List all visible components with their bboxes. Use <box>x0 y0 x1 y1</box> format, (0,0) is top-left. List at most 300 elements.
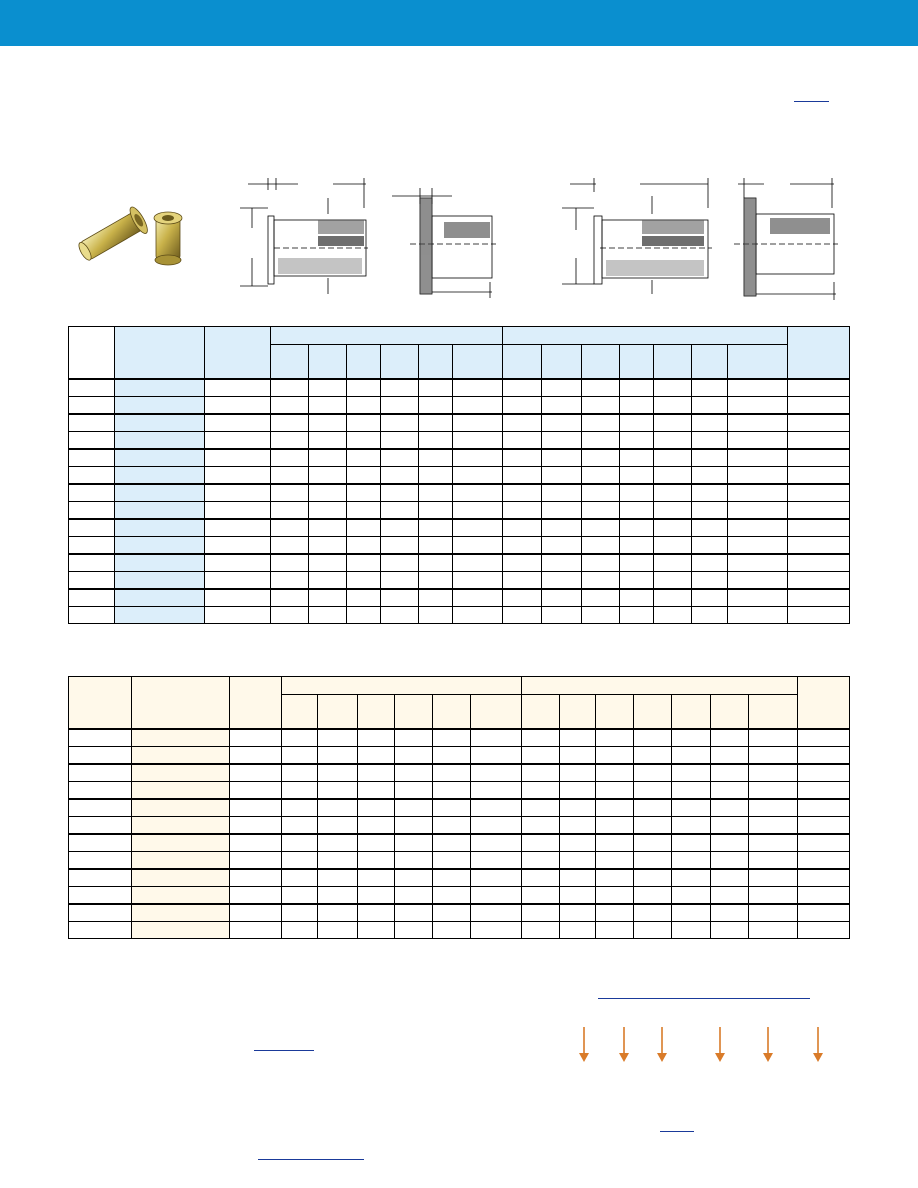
part-number-cell <box>115 502 205 520</box>
table-cell <box>69 572 115 590</box>
table-cell <box>230 852 282 870</box>
part-number-cell <box>132 799 230 817</box>
table-cell <box>633 904 671 922</box>
table-row <box>69 834 850 852</box>
table-cell <box>503 537 541 555</box>
table-cell <box>271 502 309 520</box>
table-cell <box>748 764 797 782</box>
table-cell <box>541 467 581 485</box>
table-cell <box>727 519 787 537</box>
table-cell <box>503 607 541 624</box>
table-cell <box>653 502 691 520</box>
table-cell <box>69 414 115 432</box>
table-cell <box>619 502 653 520</box>
table-cell <box>691 519 727 537</box>
table-cell <box>318 729 358 747</box>
table-cell <box>433 782 471 800</box>
table-cell <box>230 729 282 747</box>
table-cell <box>419 467 453 485</box>
table-row <box>69 537 850 555</box>
table-cell <box>559 834 595 852</box>
table-cell <box>69 834 132 852</box>
table-cell <box>282 764 318 782</box>
table-cell <box>710 782 748 800</box>
table-row <box>69 467 850 485</box>
header-group-1 <box>271 327 503 345</box>
table-cell <box>347 502 381 520</box>
table-cell <box>797 904 849 922</box>
table-cell <box>653 467 691 485</box>
table-cell <box>541 572 581 590</box>
part-number-cell <box>115 397 205 415</box>
table-cell <box>595 782 633 800</box>
table-cell <box>595 887 633 905</box>
table-cell <box>559 852 595 870</box>
table-cell <box>653 537 691 555</box>
table-cell <box>453 607 503 624</box>
table-cell <box>559 729 595 747</box>
table-cell <box>521 729 559 747</box>
table-cell <box>748 869 797 887</box>
table-cell <box>748 852 797 870</box>
table-cell <box>271 397 309 415</box>
table-cell <box>521 782 559 800</box>
table-cell <box>541 519 581 537</box>
table-cell <box>619 519 653 537</box>
table-cell <box>419 554 453 572</box>
table-cell <box>787 432 849 450</box>
table-cell <box>471 834 521 852</box>
drawing-countersunk-installed <box>730 178 840 302</box>
table-cell <box>710 729 748 747</box>
table-cell <box>633 887 671 905</box>
table-cell <box>691 432 727 450</box>
table-cell <box>358 922 395 939</box>
table-cell <box>581 379 619 397</box>
table-cell <box>521 852 559 870</box>
table-cell <box>69 607 115 624</box>
table-cell <box>381 432 419 450</box>
table-cell <box>671 747 710 765</box>
table-cell <box>797 922 849 939</box>
table-cell <box>395 747 433 765</box>
table-cell <box>282 729 318 747</box>
table-cell <box>271 467 309 485</box>
table-cell <box>541 589 581 607</box>
table-cell <box>691 467 727 485</box>
table-row <box>69 817 850 835</box>
table-cell <box>347 484 381 502</box>
table-cell <box>309 449 347 467</box>
table-cell <box>559 817 595 835</box>
table-cell <box>727 449 787 467</box>
table-cell <box>381 467 419 485</box>
table-cell <box>581 467 619 485</box>
table-cell <box>271 432 309 450</box>
table-cell <box>595 764 633 782</box>
product-photo <box>72 188 204 284</box>
table-cell <box>633 799 671 817</box>
part-number-cell <box>115 572 205 590</box>
table-cell <box>559 869 595 887</box>
table-cell <box>521 799 559 817</box>
table-cell <box>271 537 309 555</box>
table-cell <box>309 554 347 572</box>
table-cell <box>395 799 433 817</box>
table-cell <box>787 484 849 502</box>
part-number-cell <box>132 922 230 939</box>
table-cell <box>69 467 115 485</box>
table-countersunk-head <box>68 676 850 939</box>
table-cell <box>787 467 849 485</box>
table-cell <box>691 484 727 502</box>
table-cell <box>453 537 503 555</box>
part-number-cell <box>115 432 205 450</box>
table-cell <box>419 572 453 590</box>
table-cell <box>671 869 710 887</box>
table-cell <box>347 589 381 607</box>
table-cell <box>395 887 433 905</box>
down-arrow-icon <box>714 1027 726 1063</box>
table-cell <box>230 799 282 817</box>
table-cell <box>787 589 849 607</box>
table-cell <box>503 554 541 572</box>
table-cell <box>503 432 541 450</box>
table-cell <box>358 764 395 782</box>
table-cell <box>205 502 271 520</box>
table-cell <box>595 817 633 835</box>
table-cell <box>309 589 347 607</box>
table-cell <box>653 484 691 502</box>
part-number-cell <box>132 869 230 887</box>
table-cell <box>671 904 710 922</box>
table-cell <box>282 922 318 939</box>
table-cell <box>433 834 471 852</box>
table-cell <box>653 449 691 467</box>
table-cell <box>503 449 541 467</box>
footer-link-right[interactable] <box>598 998 810 999</box>
table-cell <box>619 537 653 555</box>
table-cell <box>710 922 748 939</box>
table-cell <box>748 747 797 765</box>
table-cell <box>433 852 471 870</box>
table-cell <box>671 799 710 817</box>
down-arrow-icon <box>762 1027 774 1063</box>
table-cell <box>653 554 691 572</box>
table-cell <box>559 799 595 817</box>
table-cell <box>727 607 787 624</box>
table-cell <box>521 904 559 922</box>
table-cell <box>797 887 849 905</box>
table-cell <box>69 537 115 555</box>
part-number-cell <box>132 782 230 800</box>
table-cell <box>727 554 787 572</box>
table-cell <box>381 589 419 607</box>
table-cell <box>671 852 710 870</box>
table-cell <box>69 484 115 502</box>
table-cell <box>433 747 471 765</box>
table-cell <box>671 817 710 835</box>
table-row <box>69 607 850 624</box>
table-cell <box>710 834 748 852</box>
table-cell <box>381 607 419 624</box>
header-cell <box>797 677 849 730</box>
table-cell <box>787 397 849 415</box>
table-cell <box>633 817 671 835</box>
table-cell <box>230 922 282 939</box>
table-cell <box>503 502 541 520</box>
table-cell <box>748 904 797 922</box>
table-cell <box>69 589 115 607</box>
table-cell <box>309 467 347 485</box>
table-cell <box>318 904 358 922</box>
table-cell <box>727 589 787 607</box>
table-cell <box>347 379 381 397</box>
header-part-number <box>132 677 230 730</box>
table-cell <box>521 817 559 835</box>
table-cell <box>595 904 633 922</box>
table-cell <box>633 764 671 782</box>
table-cell <box>633 922 671 939</box>
table-cell <box>787 572 849 590</box>
part-number-cell <box>132 817 230 835</box>
table-cell <box>395 764 433 782</box>
table-cell <box>710 764 748 782</box>
table-cell <box>471 904 521 922</box>
table-cell <box>787 607 849 624</box>
table-cell <box>541 432 581 450</box>
table-cell <box>471 764 521 782</box>
table-cell <box>559 782 595 800</box>
table-cell <box>358 729 395 747</box>
part-number-cell <box>115 589 205 607</box>
table-cell <box>633 729 671 747</box>
table-row <box>69 799 850 817</box>
table-cell <box>787 502 849 520</box>
table-cell <box>69 747 132 765</box>
part-number-cell <box>115 607 205 624</box>
table-cell <box>282 834 318 852</box>
part-number-cell <box>132 834 230 852</box>
part-number-cell <box>115 519 205 537</box>
table-cell <box>727 467 787 485</box>
table-cell <box>619 432 653 450</box>
table-cell <box>453 432 503 450</box>
table-cell <box>691 607 727 624</box>
table-cell <box>433 817 471 835</box>
table-cell <box>748 887 797 905</box>
table-cell <box>541 554 581 572</box>
part-number-cell <box>132 729 230 747</box>
table-row <box>69 502 850 520</box>
table-cell <box>453 554 503 572</box>
table-cell <box>381 379 419 397</box>
table-cell <box>205 554 271 572</box>
table-cell <box>595 729 633 747</box>
table-cell <box>318 852 358 870</box>
table-cell <box>309 414 347 432</box>
table-cell <box>309 502 347 520</box>
table-cell <box>69 397 115 415</box>
table-cell <box>471 869 521 887</box>
table-cell <box>787 519 849 537</box>
table-cell <box>797 799 849 817</box>
table-cell <box>395 817 433 835</box>
table-cell <box>453 397 503 415</box>
table-cell <box>797 764 849 782</box>
table-cell <box>381 519 419 537</box>
table-cell <box>748 922 797 939</box>
table-cell <box>205 379 271 397</box>
table-cell <box>727 432 787 450</box>
table-cell <box>318 782 358 800</box>
table-cell <box>347 414 381 432</box>
table-cell <box>581 607 619 624</box>
table-cell <box>433 764 471 782</box>
table-cell <box>619 467 653 485</box>
table-cell <box>581 449 619 467</box>
part-number-cell <box>115 554 205 572</box>
table-cell <box>471 747 521 765</box>
table-cell <box>358 799 395 817</box>
table-cell <box>710 799 748 817</box>
table-cell <box>419 397 453 415</box>
table-cell <box>419 607 453 624</box>
footer-link-small[interactable] <box>660 1131 694 1132</box>
table-row <box>69 449 850 467</box>
table-row <box>69 782 850 800</box>
table-cell <box>230 834 282 852</box>
part-number-cell <box>132 887 230 905</box>
table-cell <box>205 449 271 467</box>
table-cell <box>419 502 453 520</box>
table-cell <box>395 852 433 870</box>
table-cell <box>453 572 503 590</box>
table-cell <box>69 519 115 537</box>
part-number-cell <box>115 449 205 467</box>
table-cell <box>358 852 395 870</box>
table-cell <box>381 484 419 502</box>
table-cell <box>559 764 595 782</box>
table-cell <box>347 397 381 415</box>
down-arrow-icon <box>812 1027 824 1063</box>
header-cell <box>230 677 282 730</box>
table-cell <box>271 554 309 572</box>
table-cell <box>595 922 633 939</box>
table-cell <box>691 537 727 555</box>
table-cell <box>541 484 581 502</box>
table-cell <box>503 414 541 432</box>
table-row <box>69 432 850 450</box>
table-cell <box>347 467 381 485</box>
table-cell <box>69 432 115 450</box>
table-cell <box>581 397 619 415</box>
table-cell <box>282 747 318 765</box>
footer-link-left[interactable] <box>254 1050 314 1051</box>
table-cell <box>691 397 727 415</box>
table-cell <box>69 852 132 870</box>
table-cell <box>453 449 503 467</box>
table-row <box>69 554 850 572</box>
table-cell <box>381 414 419 432</box>
table-cell <box>282 904 318 922</box>
table-row <box>69 764 850 782</box>
table-cell <box>797 852 849 870</box>
table-cell <box>727 537 787 555</box>
part-number-cell <box>115 467 205 485</box>
table-cell <box>358 904 395 922</box>
table-cell <box>748 817 797 835</box>
table-cell <box>347 432 381 450</box>
table-cell <box>309 519 347 537</box>
table-cell <box>271 607 309 624</box>
table-cell <box>727 397 787 415</box>
table-cell <box>653 519 691 537</box>
table-cell <box>205 572 271 590</box>
table-cell <box>559 922 595 939</box>
table-row <box>69 922 850 939</box>
table-cell <box>419 449 453 467</box>
table-cell <box>691 449 727 467</box>
table-cell <box>230 764 282 782</box>
table-cell <box>318 834 358 852</box>
table-cell <box>619 397 653 415</box>
table-cell <box>503 397 541 415</box>
table-cell <box>521 869 559 887</box>
footer-link-bottom[interactable] <box>258 1159 364 1160</box>
table-cell <box>69 782 132 800</box>
header-cell <box>205 327 271 380</box>
table-row <box>69 747 850 765</box>
table-cell <box>633 782 671 800</box>
table-cell <box>271 449 309 467</box>
table-cell <box>748 729 797 747</box>
table-row <box>69 589 850 607</box>
table-cell <box>419 519 453 537</box>
table-cell <box>271 589 309 607</box>
top-link[interactable] <box>794 101 829 102</box>
table-cell <box>559 887 595 905</box>
table-cell <box>787 414 849 432</box>
table-cell <box>419 379 453 397</box>
table-cell <box>282 887 318 905</box>
table-row <box>69 519 850 537</box>
table-cell <box>581 484 619 502</box>
table-cell <box>395 782 433 800</box>
table-cell <box>453 414 503 432</box>
table-cell <box>230 887 282 905</box>
table-cell <box>282 817 318 835</box>
header-cell <box>787 327 849 380</box>
drawing-countersunk-dimensions <box>560 178 716 294</box>
table-cell <box>541 397 581 415</box>
table-cell <box>318 869 358 887</box>
table-cell <box>581 414 619 432</box>
table-cell <box>419 484 453 502</box>
table-body <box>69 729 850 939</box>
table-cell <box>358 869 395 887</box>
table-cell <box>205 414 271 432</box>
table-cell <box>395 834 433 852</box>
table-cell <box>503 379 541 397</box>
table-cell <box>318 887 358 905</box>
header-group-1 <box>282 677 521 695</box>
table-cell <box>581 589 619 607</box>
table-cell <box>671 834 710 852</box>
table-cell <box>691 379 727 397</box>
table-cell <box>727 572 787 590</box>
header-bar <box>0 0 918 46</box>
